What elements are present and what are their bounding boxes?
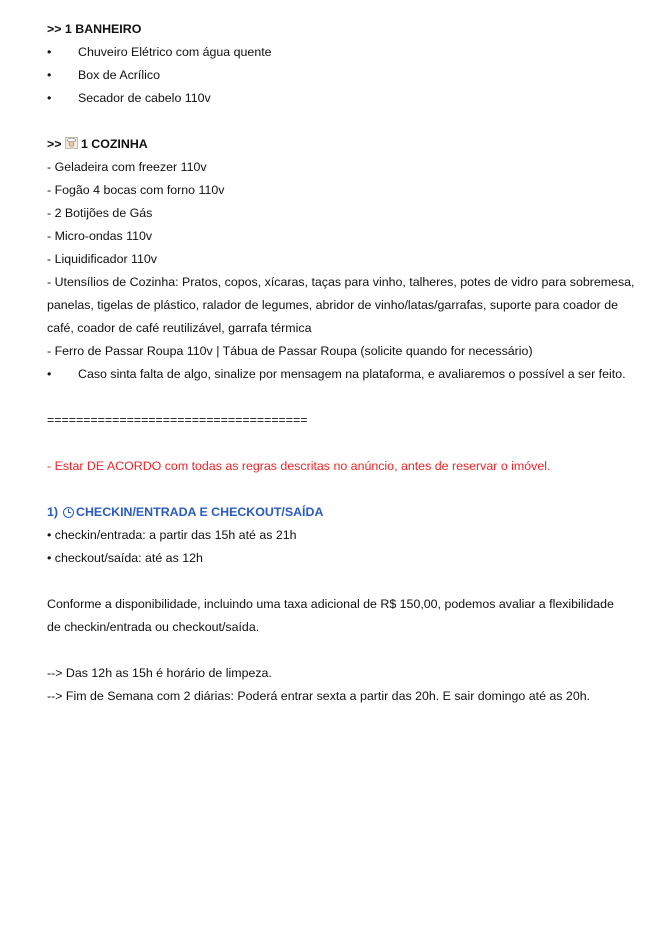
cozinha-line: - Fogão 4 bocas com forno 110v — [47, 183, 225, 197]
limpeza-note: --> Das 12h as 15h é horário de limpeza. — [47, 666, 272, 680]
cozinha-heading-text: 1 COZINHA — [80, 137, 148, 151]
spacer — [47, 386, 627, 409]
bullet: • — [47, 45, 52, 59]
cozinha-line: - Liquidificador 110v — [47, 252, 157, 266]
utensilios-line: - Utensílios de Cozinha: Pratos, copos, xícaras, taças para vinho, talheres, potes de vidro para sobremesa, — [47, 275, 635, 289]
flexibilidade-paragraph: Conforme a disponibilidade, incluindo uma taxa adicional de R$ 150,00, podemos avaliar a flexibilidade — [47, 597, 614, 611]
acordo-warning: - Estar DE ACORDO com todas as regras descritas no anúncio, antes de reservar o imóvel. — [47, 459, 551, 473]
checkin-line: • checkin/entrada: a partir das 15h até as 21h — [47, 528, 297, 542]
checkin-heading-text: CHECKIN/ENTRADA E CHECKOUT/SAÍDA — [76, 505, 324, 519]
cozinha-heading-prefix: >> — [47, 137, 62, 151]
banheiro-item-text: Secador de cabelo 110v — [78, 91, 211, 105]
falta-item — [47, 363, 627, 386]
banheiro-item — [47, 41, 627, 64]
spacer — [47, 639, 627, 662]
cozinha-line: - Geladeira com freezer 110v — [47, 160, 207, 174]
cozinha-line: - Micro-ondas 110v — [47, 229, 153, 243]
bullet: • — [47, 68, 52, 82]
spacer — [47, 478, 627, 501]
checkin-heading — [47, 501, 627, 524]
checkout-line: • checkout/saída: até as 12h — [47, 551, 203, 565]
bullet: • — [47, 91, 52, 105]
cozinha-line: - 2 Botijões de Gás — [47, 206, 153, 220]
banheiro-item-text: Chuveiro Elétrico com água quente — [78, 45, 272, 59]
document-content — [47, 18, 635, 708]
utensilios-line: panelas, tigelas de plástico, ralador de legumes, abridor de vinho/latas/garrafas, suporte para coador de — [47, 298, 619, 312]
spacer — [47, 432, 627, 455]
banheiro-item — [47, 64, 627, 87]
spacer — [47, 110, 627, 133]
falta-text: Caso sinta falta de algo, sinalize por mensagem na plataforma, e avaliaremos o possível a ser feito. — [78, 367, 626, 381]
ferro-line: - Ferro de Passar Roupa 110v | Tábua de Passar Roupa (solicite quando for necessário) — [47, 344, 533, 358]
banheiro-item — [47, 87, 627, 110]
cozinha-heading — [47, 133, 627, 156]
flexibilidade-paragraph: de checkin/entrada ou checkout/saída. — [47, 620, 260, 634]
utensilios-line: café, coador de café reutilizável, garrafa térmica — [47, 321, 312, 335]
fim-de-semana-note: --> Fim de Semana com 2 diárias: Poderá entrar sexta a partir das 20h. E sair domingo até as 20h. — [47, 689, 591, 703]
banheiro-item-text: Box de Acrílico — [78, 68, 160, 82]
banheiro-heading: >> 1 BANHEIRO — [47, 22, 142, 36]
chef-icon — [65, 134, 78, 146]
separator-line: ==================================== — [47, 413, 308, 427]
bullet: • — [47, 367, 52, 381]
spacer — [47, 570, 627, 593]
clock-icon — [63, 507, 74, 518]
checkin-heading-number: 1) — [47, 505, 59, 519]
